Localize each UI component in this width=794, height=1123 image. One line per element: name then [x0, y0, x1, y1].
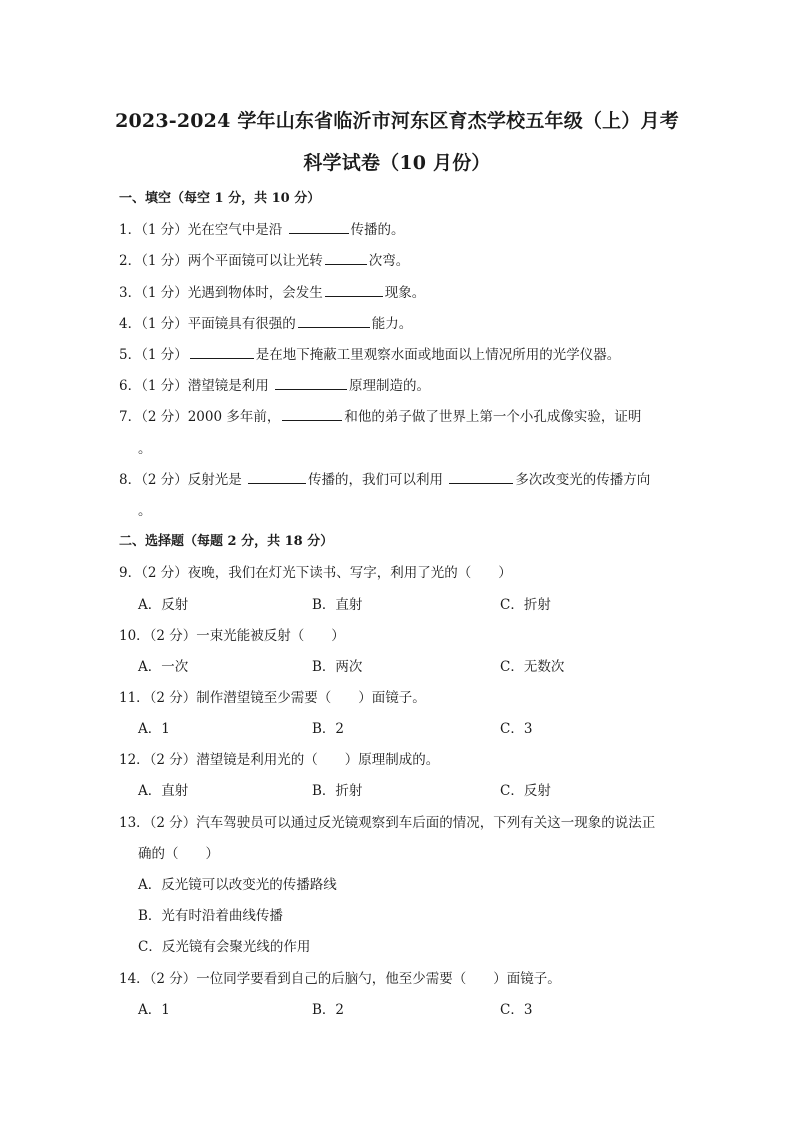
answer-blank: [275, 377, 347, 390]
answer-blank: [289, 221, 349, 234]
option-b: B．折射: [312, 783, 363, 799]
question-2: [119, 249, 409, 269]
question-13: 13．（2 分）汽车驾驶员可以通过反光镜观察到车后面的情况，下列有关这一现象的说法正: [119, 815, 656, 831]
option-b: B．2: [312, 1002, 345, 1018]
question-14: 14．（2 分）一位同学要看到自己的后脑勺，他至少需要（ ）面镜子。: [119, 971, 561, 987]
question-5: [119, 343, 620, 363]
option-a: A．反光镜可以改变光的传播路线: [138, 877, 337, 893]
question-text: 传播的。: [350, 222, 405, 238]
option-a: A．1: [138, 1002, 170, 1018]
answer-blank: [449, 471, 513, 484]
question-text: 7．（2 分）2000 多年前，: [119, 409, 281, 425]
option-b: B．两次: [312, 659, 363, 675]
option-a: A．反射: [138, 597, 189, 613]
question-text: 2．（1 分）两个平面镜可以让光转: [119, 253, 323, 269]
question-10: 10．（2 分）一束光能被反射（ ）: [119, 628, 345, 644]
question-6: [119, 374, 430, 394]
question-12: 12．（2 分）潜望镜是利用光的（ ）原理制成的。: [119, 752, 440, 768]
option-c: C．3: [500, 1002, 533, 1018]
question-text: 8．（2 分）反射光是: [119, 472, 247, 488]
option-a: A．1: [138, 721, 170, 737]
answer-blank: [298, 315, 370, 328]
question-text: 5．（1 分）: [119, 347, 188, 363]
option-c: C．无数次: [500, 659, 565, 675]
question-8: [119, 468, 650, 488]
question-text: 4．（1 分）平面镜具有很强的: [119, 316, 296, 332]
question-13-continuation: 确的（ ）: [138, 846, 219, 862]
section-choice-heading: 二、选择题（每题 2 分，共 18 分）: [119, 534, 334, 549]
question-9: 9．（2 分）夜晚，我们在灯光下读书、写字，利用了光的（ ）: [119, 565, 512, 581]
question-text: 多次改变光的传播方向: [515, 472, 651, 488]
option-b: B．直射: [312, 597, 363, 613]
answer-blank: [325, 284, 383, 297]
option-b: B．2: [312, 721, 345, 737]
option-c: C．3: [500, 721, 533, 737]
question-7-continuation: 。: [138, 441, 152, 457]
answer-blank: [325, 252, 367, 265]
question-4: [119, 312, 412, 332]
option-c: C．反光镜有会聚光线的作用: [138, 939, 311, 955]
option-c: C．折射: [500, 597, 551, 613]
exam-title-line1: 2023-2024 学年山东省临沂市河东区育杰学校五年级（上）月考: [115, 110, 679, 132]
option-c: C．反射: [500, 783, 551, 799]
question-text: 是在地下掩蔽工里观察水面或地面以上情况所用的光学仪器。: [255, 347, 621, 363]
section-fill-blank-heading: 一、填空（每空 1 分，共 10 分）: [119, 191, 321, 206]
answer-blank: [190, 346, 254, 359]
question-8-continuation: 。: [138, 503, 152, 519]
exam-title-line2: 科学试卷（10 月份）: [303, 152, 491, 174]
answer-blank: [282, 408, 342, 421]
option-a: A．一次: [138, 659, 189, 675]
question-text: 次弯。: [368, 253, 410, 269]
question-7: [119, 405, 641, 425]
question-text: 现象。: [384, 285, 426, 301]
question-3: [119, 281, 425, 301]
answer-blank: [248, 471, 306, 484]
question-text: 原理制造的。: [349, 378, 431, 394]
question-11: 11．（2 分）制作潜望镜至少需要（ ）面镜子。: [119, 690, 426, 706]
question-text: 传播的，我们可以利用: [308, 472, 448, 488]
question-text: 和他的弟子做了世界上第一个小孔成像实验，证明: [344, 409, 642, 425]
option-a: A．直射: [138, 783, 189, 799]
question-text: 1．（1 分）光在空气中是沿: [119, 222, 287, 238]
question-1: [119, 218, 405, 238]
question-text: 能力。: [371, 316, 413, 332]
option-b: B．光有时沿着曲线传播: [138, 908, 283, 924]
question-text: 3．（1 分）光遇到物体时，会发生: [119, 285, 323, 301]
question-text: 6．（1 分）潜望镜是利用: [119, 378, 274, 394]
